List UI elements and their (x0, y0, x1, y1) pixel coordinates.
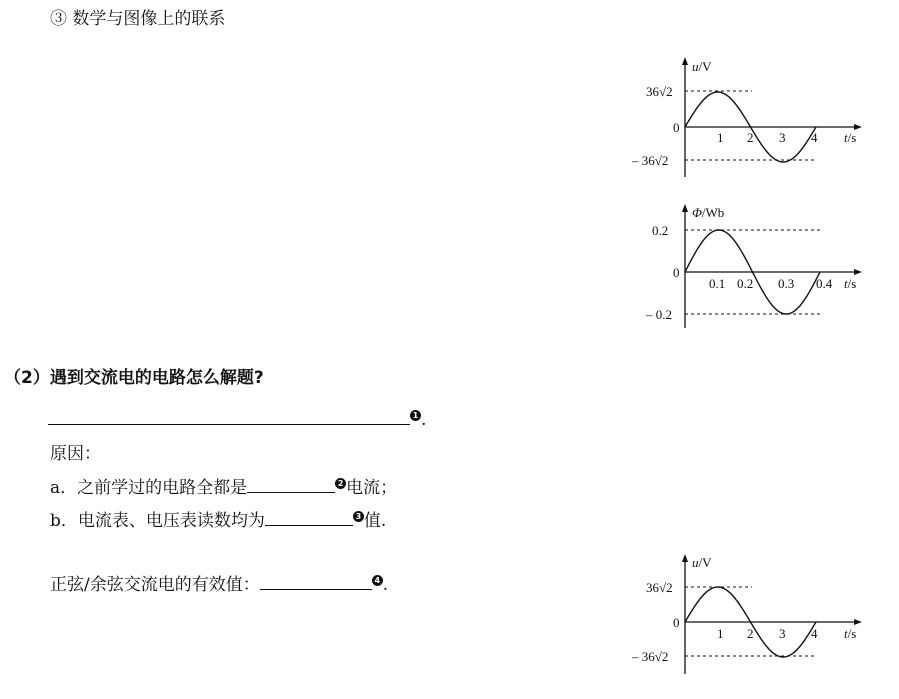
x-tick-3: 3 (779, 130, 786, 145)
marker-1: 1 (410, 410, 421, 421)
y-pos-tick: 36√2 (646, 580, 673, 595)
reason-a-line (50, 476, 397, 498)
flux-graph (630, 200, 870, 330)
x-axis-label: t/s (844, 276, 857, 291)
marker-4: 4 (372, 575, 383, 586)
x-tick-3: 0.3 (778, 276, 795, 291)
question-title: （2）遇到交流电的电路怎么解题? (4, 368, 264, 388)
marker-2: 2 (335, 478, 346, 489)
origin-label: 0 (673, 120, 680, 135)
answer-blank-3[interactable] (265, 509, 353, 526)
reason-b-suffix: 值. (363, 511, 387, 531)
x-tick-3: 3 (779, 626, 786, 641)
answer-blank-4[interactable] (260, 573, 372, 590)
x-axis-label: t/s (844, 626, 857, 641)
reason-label: 原因： (50, 444, 101, 464)
x-axis-arrow (854, 619, 862, 625)
x-tick-2: 0.2 (737, 276, 754, 291)
y-pos-tick: 0.2 (652, 223, 669, 238)
x-tick-1: 1 (717, 626, 724, 641)
x-tick-4: 4 (811, 626, 818, 641)
answer-blank-1[interactable] (48, 408, 410, 425)
y-neg-tick: – 0.2 (646, 307, 672, 322)
effective-value-tail: . (382, 575, 389, 595)
section-heading: ③ 数学与图像上的联系 (50, 9, 226, 29)
voltage-graph-bottom (630, 550, 870, 680)
origin-label: 0 (673, 615, 680, 630)
reason-a-prefix: a．之前学过的电路全都是 (50, 478, 248, 498)
y-axis-arrow (682, 57, 688, 65)
y-axis-arrow (682, 204, 688, 212)
y-axis-label: u/V (692, 555, 712, 570)
x-tick-4: 0.4 (816, 276, 833, 291)
reason-b-prefix: b．电流表、电压表读数均为 (50, 511, 265, 531)
y-axis-arrow (682, 554, 688, 562)
x-axis-arrow (854, 269, 862, 275)
answer-blank-2[interactable] (247, 476, 335, 493)
reason-b-line (50, 509, 386, 531)
y-neg-tick: – 36√2 (632, 153, 669, 168)
y-neg-tick: – 36√2 (632, 649, 669, 664)
effective-value-prefix: 正弦/余弦交流电的有效值： (50, 575, 260, 595)
reason-a-suffix: 电流； (346, 478, 398, 498)
y-axis-label: Φ/Wb (692, 205, 725, 220)
y-pos-tick: 36√2 (646, 84, 673, 99)
answer-tail-1: . (421, 410, 427, 430)
origin-label: 0 (673, 265, 680, 280)
x-tick-4: 4 (811, 130, 818, 145)
x-tick-2: 2 (747, 626, 754, 641)
x-tick-2: 2 (747, 130, 754, 145)
x-tick-1: 0.1 (709, 276, 726, 291)
answer-line-1 (48, 408, 426, 430)
y-axis-label: u/V (692, 59, 712, 74)
marker-3: 3 (353, 511, 364, 522)
x-tick-1: 1 (717, 130, 724, 145)
x-axis-label: t/s (844, 130, 857, 145)
voltage-graph-top (630, 55, 870, 185)
effective-value-line (50, 573, 388, 595)
